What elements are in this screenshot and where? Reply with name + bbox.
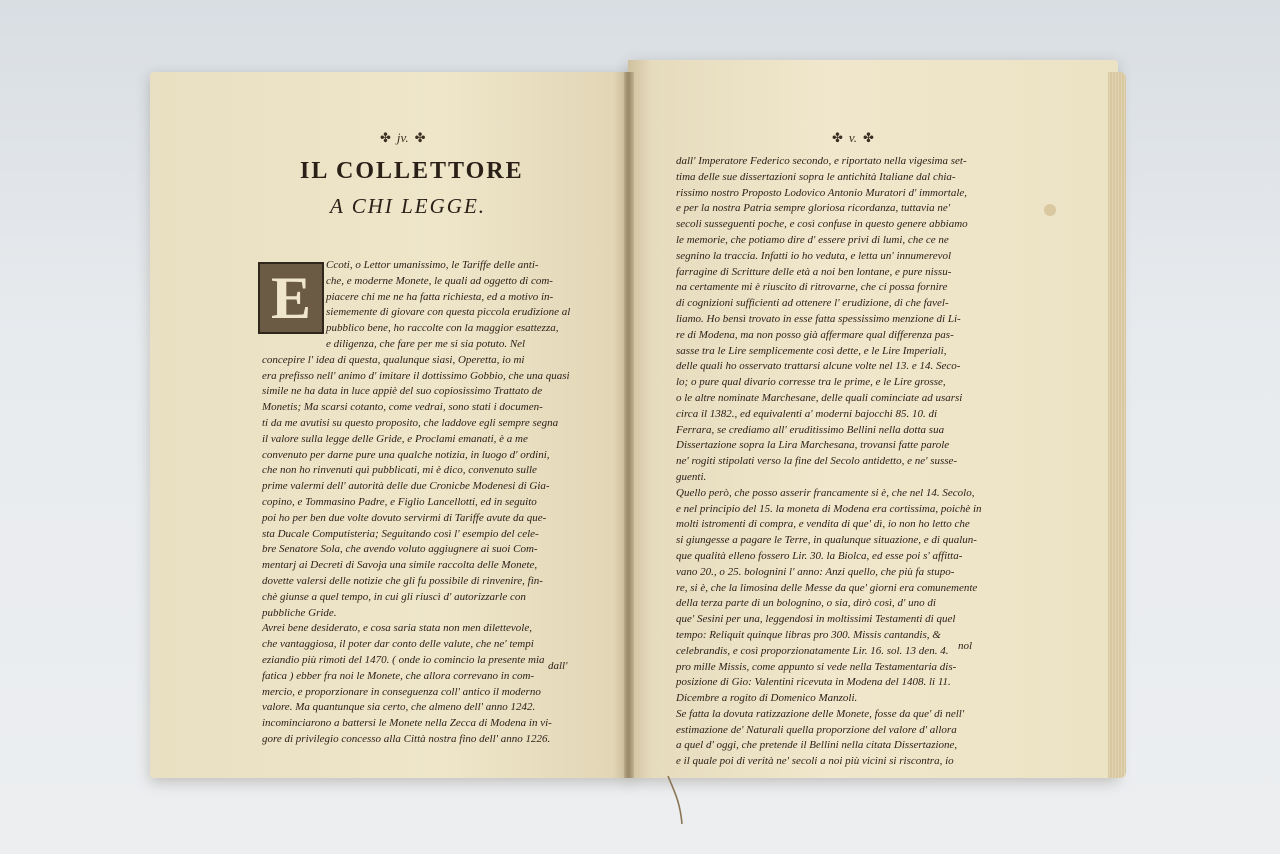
text-line: sta Ducale Computisteria; Seguitando così l' esempio del cele- [262, 527, 539, 540]
decorated-initial: E [258, 262, 324, 334]
page-title: IL COLLETTORE [300, 158, 524, 184]
foxing-spot [1044, 204, 1056, 216]
text-line: vano 20., o 25. bolognini l' anno: Anzi quello, che più fa stupo- [676, 565, 955, 578]
text-line: liamo. Ho bensì trovato in esse fatta spessissimo menzione di Li- [676, 312, 961, 325]
text-line: che vantaggiosa, il poter dar conto delle valute, che ne' tempi [262, 638, 534, 651]
text-line: rissimo nostro Proposto Lodovico Antonio Muratori d' immortale, [676, 186, 968, 199]
text-line: mercio, e proporzionare in conseguenza coll' antico il moderno [262, 685, 541, 698]
text-line: molti istromenti di compra, e vendita di que' dì, io non ho letto che [676, 518, 970, 531]
text-line: pubblico bene, ho raccolte con la maggior esattezza, [326, 322, 559, 335]
text-line: que qualità elleno fossero Lir. 30. la Biolca, ed esse poi s' affitta- [676, 549, 963, 562]
text-line: na certamente mi è riuscito di ritrovarne, che ci possa fornire [676, 281, 948, 294]
text-line: circa il 1382., ed equivalenti a' moderni bajocchi 85. 10. di [676, 407, 938, 420]
text-line: Ccoti, o Lettor umanissimo, le Tariffe delle anti- [326, 259, 539, 271]
folio-left-number: jv. [396, 130, 409, 145]
text-line: re di Modena, ma non posso già affermare qual differenza pas- [676, 328, 954, 341]
text-line: dovette valersi delle notizie che gli fu possibile di rinvenire, fin- [262, 574, 543, 587]
text-line: e nel principio del 15. la moneta di Modena era cortissima, poichè in [676, 502, 982, 515]
page-subtitle: A CHI LEGGE. [330, 194, 487, 218]
text-line: convenuto per darne pure una qualche notizia, in luogo d' ordini, [262, 448, 550, 461]
text-line: e per la nostra Patria sempre gloriosa ricordanza, tuttavia ne' [676, 202, 951, 215]
text-line: Dissertazione sopra la Lira Marchesana, trovansi fatte parole [676, 439, 950, 452]
binding-thread [666, 776, 686, 826]
text-line: che non ho rinvenuti quì pubblicati, mi è dico, convenuto sulle [262, 464, 537, 477]
text-line: fatica ) ebber fra noi le Monete, che allora correvano in com- [262, 669, 535, 682]
text-line: Dicembre a rogito di Domenico Manzoli. [676, 692, 858, 705]
text-line: tempo: Reliquit quinque libras pro 300. Missis cantandis, & [676, 628, 941, 641]
text-line: pubbliche Gride. [262, 606, 337, 619]
text-line: que' Sesini per una, leggendosi in moltissimi Testamenti di quel [676, 613, 956, 626]
text-line: a quel d' oggi, che pretende il Bellini nella citata Dissertazione, [676, 739, 958, 752]
text-line: mentarj ai Decreti di Savoja una simile raccolta delle Monete, [262, 559, 538, 572]
text-line: incominciarono a battersi le Monete nella Zecca di Modena in vi- [262, 717, 552, 730]
text-line: farragine di Scritture delle età a noi ben lontane, e pure nissu- [676, 265, 952, 278]
fleuron-icon: ✤ [414, 130, 426, 145]
folio-left [380, 130, 425, 146]
text-line: piacere chi me ne ha fatta richiesta, ed a motivo in- [326, 290, 554, 303]
text-line: tima delle sue dissertazioni sopra le antichità Italiane dal chia- [676, 170, 956, 183]
text-line: prime valermi dell' autorità delle due Cronicbe Modenesi di Gia- [262, 480, 550, 493]
text-line: posizione di Gio: Valentini ricevuta in Modena del 1408. li 11. [676, 676, 951, 689]
text-line: si giungesse a pagare le Terre, in qualunque situazione, e di qualun- [676, 534, 977, 547]
text-line: e diligenza, che fare per me si sia potuto. Nel [326, 337, 526, 350]
folio-right-number: v. [848, 130, 857, 145]
text-line: celebrandis, e così proporzionatamente Lir. 16. sol. 13 den. 4. [676, 644, 949, 657]
text-line: le memorie, che potiamo dire d' essere privi di lumi, che ce ne [676, 233, 949, 246]
text-line: guenti. [676, 470, 707, 483]
text-line: eziandio più rimoti del 1470. ( onde io comincio la presente mia [262, 653, 545, 666]
text-line: ti da me avutisi su questo proposito, che laddove egli sempre segna [262, 416, 559, 429]
text-line: estimazione de' Naturali quella proporzione del valore d' allora [676, 723, 957, 736]
text-line: sasse tra le Lire semplicemente così dette, e le Lire Imperiali, [676, 344, 947, 357]
fleuron-icon: ✤ [862, 130, 874, 145]
text-line: valore. Ma quantunque sia certo, che almeno dell' anno 1242. [262, 701, 536, 714]
text-line: Quello però, che posso asserir francamente si è, che nel 14. Secolo, [676, 486, 975, 499]
text-line: lo; o pure qual divario corresse tra le prime, e le Lire grosse, [676, 376, 946, 389]
catchword-right: nol [958, 640, 973, 652]
text-line: poi ho per ben due volte dovuto servirmi di Tariffe avute da que- [262, 511, 547, 524]
text-line: gore di privilegio concesso alla Città nostra fino dell' anno 1226. [262, 732, 551, 745]
fleuron-icon: ✤ [832, 130, 843, 145]
right-page-text [676, 154, 1026, 770]
text-line: Se fatta la dovuta ratizzazione delle Monete, fosse da que' dì nell' [676, 707, 965, 720]
catchword-left: dall' [548, 660, 568, 672]
text-line: simile ne ha data in luce appiè del suo copiosissimo Trattato de [262, 385, 543, 398]
page-edges [1108, 72, 1126, 778]
fleuron-icon: ✤ [380, 130, 391, 145]
book-gutter [624, 72, 634, 778]
text-line: Monetis; Ma scarsi cotanto, come vedrai, sono stati i documen- [262, 401, 543, 414]
folio-right [832, 130, 874, 146]
text-line: secoli susseguenti poche, e così confuse in questo genere abbiamo [676, 218, 968, 231]
text-line: o le altre nominate Marchesane, delle quali cominciate ad usarsi [676, 391, 963, 404]
text-line: Ferrara, se crediamo all' eruditissimo Bellini nella dotta sua [676, 423, 945, 436]
text-line: copino, e Tommasino Padre, e Figlio Lancellotti, ed in seguito [262, 495, 537, 508]
left-page-text [262, 258, 592, 748]
text-line: segnino la traccia. Infatti io ho veduta, e letta un' innumerevol [676, 249, 952, 262]
text-line: era prefisso nell' animo d' imitare il dottissimo Gobbio, che una quasi [262, 369, 570, 382]
text-line: siememente di giovare con questa piccola erudizione al [326, 306, 571, 319]
text-line: concepire l' idea di questa, qualunque siasi, Operetta, io mi [262, 353, 525, 366]
text-line: della terza parte di un bolognino, o sia, dirò così, d' uno di [676, 597, 936, 610]
text-line: chè giunse a quel tempo, in cui gli riuscì d' autorizzarle con [262, 590, 526, 603]
text-line: di cognizioni sufficienti ad ottenere l' erudizione, di che favel- [676, 297, 949, 310]
text-line: Avrei bene desiderato, e cosa saria stata non men dilettevole, [262, 622, 532, 635]
text-line: che, e moderne Monete, le quali ad oggetto di com- [326, 274, 553, 287]
text-line: re, si è, che la limosina delle Messe da que' giorni era comunemente [676, 581, 978, 594]
text-line: bre Senatore Sola, che avendo voluto aggiugnere ai suoi Com- [262, 543, 538, 556]
text-line: dall' Imperatore Federico secondo, e riportato nella vigesima set- [676, 155, 967, 167]
text-line: ne' rogiti stipolati verso la fine del Secolo antidetto, e ne' susse- [676, 455, 958, 468]
text-line: il valore sulla legge delle Gride, e Proclami emanati, è a me [262, 432, 528, 445]
text-line: delle quali ho osservato trattarsi alcune volte nel 13. e 14. Seco- [676, 360, 961, 373]
text-line: e il quale poi di verità ne' secoli a noi più vicini si riscontra, io [676, 755, 954, 768]
text-line: pro mille Missis, come appunto si vede nella Testamentaria dis- [676, 660, 957, 673]
